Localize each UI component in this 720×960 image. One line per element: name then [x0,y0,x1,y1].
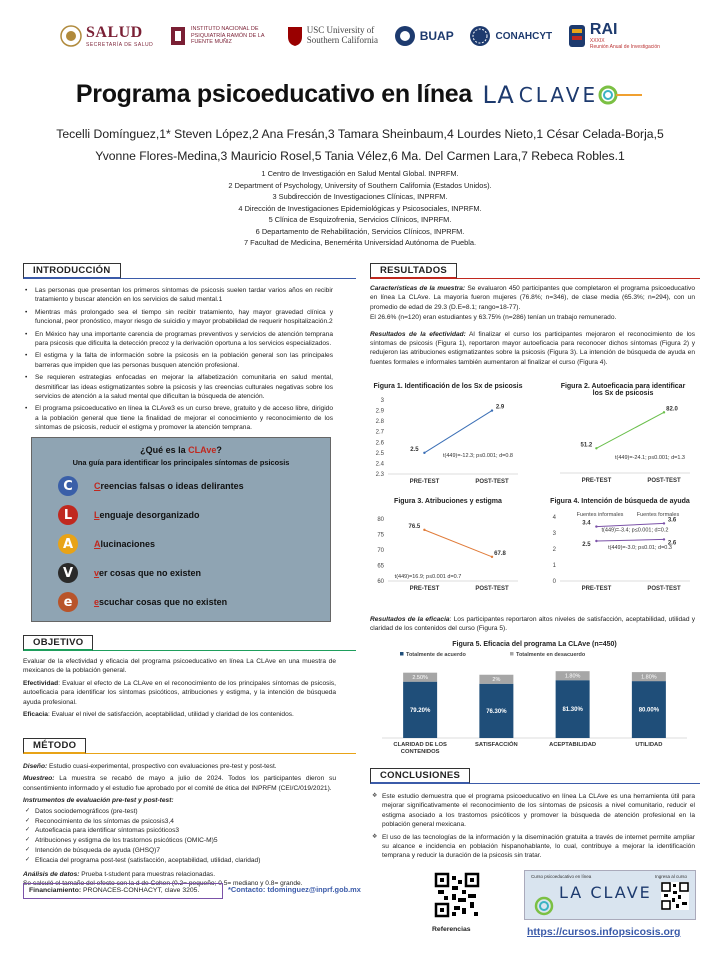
figure-2 [540,383,700,493]
objetivo-eficacia-label: Eficacia [23,711,48,719]
objetivo-rule [93,650,356,652]
figure-3-annotation: t(449)=16.9; p≤0.001 d=0.7 [394,574,462,580]
clave-subtitle: Una guía para identificar los principales síntomas de psicosis [72,458,290,467]
y-tick-label: 2 [552,547,556,553]
promo-word: LA CLAVE [559,883,652,902]
data-label: 2.5 [582,542,591,548]
res-char-label: Características de la muestra: [370,285,466,292]
clave-letter: L [94,510,100,520]
data-point [491,409,493,411]
usc-logo [287,25,378,47]
conclusiones-heading: CONCLUSIONES [370,768,470,784]
rai-logo [568,22,660,50]
bar-label: 2.50% [412,675,428,682]
e-icon: e [58,592,78,612]
usc-name-1: USC University of [306,25,375,36]
figure-3-plot [368,505,528,601]
clave-logo-la: LA [482,80,515,109]
references-label: Referencias [432,926,471,933]
objetivo-header [23,634,356,651]
data-point [663,522,665,524]
data-label: 2.6 [667,540,677,547]
res-eff: Al finalizar el curso los participantes mejoraron el reconocimiento de los síntomas de psicosis (Figura 1), reportaron mayor autoeficacia para reconocer dichos síntomas (Figura 2) y redujeron las atribuciones estigmatizantes sobre la psicosis (Figura 3). La intención de búsqueda de ayuda en fuentes formales e informales también aumentaron al finalizar el curso (Figura 4). [370,330,695,366]
y-tick-label: 2.7 [375,429,384,436]
data-label: 51.2 [580,442,593,449]
y-tick-label: 2.5 [375,450,384,457]
data-point [595,540,597,542]
data-point [663,411,665,413]
figure-4-annotation: t(449)=-3.0; p≤0.01; d=0.3 [608,545,672,551]
clave-swirl-icon [598,83,644,107]
conahcyt-logo [469,25,552,47]
c-icon: C [58,476,78,496]
clave-question-post: ? [216,445,222,455]
legend-swatch [400,652,404,656]
conahcyt-name: CONAHCYT [495,30,553,42]
x-tick-label: POST-TEST [475,479,509,485]
x-tick-label: PRE-TEST [409,479,440,485]
rai-emblem-icon [568,24,586,48]
clave-rest: scuchar cosas que no existen [99,597,228,607]
intro-header [23,262,356,279]
series-line [596,523,664,526]
data-point [491,556,493,558]
promo-title: Curso psicoeducativo en línea [531,874,592,879]
legend-informales: Fuentes informales [576,512,624,518]
clave-question [32,445,330,455]
affiliation: 4 Dirección de Investigaciones Epidemiológicas y Psicosociales, INPRFM. [238,203,482,213]
data-label: 3.6 [667,517,677,524]
series-line [596,412,664,448]
intro-bullet: • Las personas que presentan los primeros síntomas de psicosis suelen tardar varios años en recibir tratamiento y buscar atención en los servicios de salud mental.1 [23,286,333,305]
y-tick-label: 60 [377,579,384,585]
data-point [595,525,597,527]
poster-title: Programa psicoeducativo en línea [75,80,472,108]
buap-logo [394,25,454,47]
clave-rest: enguaje desorganizado [99,510,200,520]
affiliations [100,168,620,249]
mexico-seal-icon [60,25,82,47]
y-tick-label: 70 [377,548,384,554]
instrument-item: ✓ Autoeficacia para identificar síntomas psicóticos3 [23,826,336,835]
salud-sub: SECRETARÍA DE SALUD [86,42,154,48]
conclusiones-rule [470,783,700,785]
figure-5 [372,641,697,756]
figure-3 [368,498,528,608]
rai-num: XXXIX [589,38,605,44]
affiliation: 2 Department of Psychology, University of Southern California (Estados Unidos). [228,180,492,190]
intro-rule [121,278,357,280]
data-point [423,529,425,531]
y-tick-label: 2.6 [375,440,384,447]
clave-logo [482,81,644,109]
objetivo-efectividad: : Evaluar el efecto de La CLAve en el reconocimiento de los principales síntomas de psicosis, autoeficacia para identificar los síntomas psicóticos, atribuciones y estigma, y la intención de búsqueda ayuda profesional. [23,679,336,706]
bar-label: 76.30% [486,708,507,715]
usc-shield-icon [287,25,303,47]
x-tick-label: CONTENIDOS [400,749,440,755]
clave-letter: A [94,539,101,549]
salud-logo [60,24,153,48]
conclusiones-header [370,767,700,784]
conclusiones-text [370,792,695,864]
y-tick-label: 2.4 [375,461,384,468]
inprf-logo [169,25,271,47]
objetivo-p1: Evaluar de la efectividad y eficacia del programa psicoeducativo en línea La CLAve en una muestra de mexicanos de la población general. [23,658,336,675]
bar-label: 1.80% [641,674,657,681]
figure-1-title: Figura 1. Identificación de los Sx de psicosis [373,383,523,390]
x-tick-label: POST-TEST [647,478,681,484]
series-line [596,539,664,541]
metodo-analysis-label: Análisis de datos: [23,870,80,878]
clave-item-e [58,592,227,612]
x-tick-label: POST-TEST [647,586,681,592]
data-label: 2.5 [410,446,419,453]
figure-4-annotation: t(449)=-3.4; p≤0.001; d=0.2 [601,527,669,534]
res-efic: : Los participantes reportaron altos niveles de satisfacción, aceptabilidad, utilidad y claridad de los contenidos del curso (Figura 5). [370,616,695,633]
data-point [595,447,597,449]
metodo-heading: MÉTODO [23,738,86,754]
buap-emblem-icon [394,25,416,47]
references-qr-icon[interactable] [434,872,480,918]
intro-bullet: • En México hay una importante carencia de programas preventivos y servicios de atención temprana para psicosis que dificulta la detección precoz y la derivación oportuna a los servicios especializados. [23,330,333,349]
series-line [424,530,492,557]
metodo-analysis: Prueba t-student para muestras relacionadas. [79,870,216,878]
clave-letter: C [94,481,101,491]
x-tick-label: ACEPTABILIDAD [549,742,597,748]
figure-4-plot [540,505,700,601]
figure-5-plot [372,648,697,755]
figure-5-title: Figura 5. Eficacia del programa La CLAve (n=450) [452,641,617,648]
bar-label: 80.00% [638,707,660,714]
metodo-instr-label: Instrumentos de evaluación pre-test y post-test: [23,797,174,805]
affiliation: 1 Centro de Investigación en Salud Mental Global. INPRFM. [261,169,459,178]
figure-1-annotation: t(449)=-12.3; p≤0.001; d=0.8 [443,453,513,459]
affiliation: 7 Facultad de Medicina, Benemérita Universidad Autónoma de Puebla. [243,238,477,247]
buap-name: BUAP [419,29,454,43]
figure-4-title: Figura 4. Intención de búsqueda de ayuda [550,498,690,505]
course-promo[interactable] [524,870,696,920]
authors [40,123,680,167]
logo-bar [60,14,660,58]
y-tick-label: 1 [552,563,556,569]
objetivo-eficacia: : Evaluar el nivel de satisfacción, aceptabilidad, utilidad y claridad de los contenidos. [47,711,294,719]
objetivo-heading: OBJETIVO [23,635,93,651]
intro-bullet: • El estigma y la falta de información sobre la psicosis en la población general son las principales barreras que impiden que las personas busquen atención profesional. [23,351,333,370]
conahcyt-emblem-icon [469,25,491,47]
clave-item-a [58,534,155,554]
instrument-item: ✓ Reconocimiento de los síntomas de psicosis3,4 [23,817,336,826]
conclusion-item: ❖ Este estudio demuestra que el programa psicoeducativo en línea La CLAve es una herramienta útil para mejorar significativamente el reconocimiento de los síntomas de psicosis a nivel comunitario, reducir el estigma asociado a los trastornos psicóticos y promover la búsqueda de atención profesional en la población general mexicana. [370,792,695,830]
resultados-heading: RESULTADOS [370,263,457,279]
authors-line-2: Yvonne Flores-Medina,3 Mauricio Rosel,5 Tania Vélez,6 Ma. Del Carmen Lara,7 Rebeca Robles.1 [95,149,625,163]
figure-1-plot [368,390,528,486]
y-tick-label: 65 [377,563,384,570]
course-website-link[interactable]: https://cursos.infopsicosis.org [527,926,681,938]
metodo-sample-label: Muestreo: [23,775,55,783]
bar-label: 81.30% [562,707,583,714]
inprf-emblem-icon [169,25,187,47]
data-label: 67.8 [494,550,506,557]
conclusion-item: ❖ El uso de las tecnologías de la información y la diseminación gratuita a través de internet permite ampliar su alcance e incidencia en población hispanohablante, lo cual, contribuye a mejorar la identificación temprana y reducir la duración de la psicosis sin tratar. [370,833,695,861]
intro-bullet: • Se requieren estrategias enfocadas en mejorar la alfabetización comunitaria en salud mental, desmitificar las ideas estigmatizantes sobre la psicosis y las creencias culturales negativas sobre los servicios de atención a la salud mental que dificultan la búsqueda de atención. [23,373,333,401]
x-tick-label: PRE-TEST [409,586,440,592]
legend-swatch [510,652,514,656]
res-efic-label: Resultados de la eficacia [370,616,450,623]
clave-question-pre: ¿Qué es la [140,445,189,455]
data-label: 3.4 [582,520,591,527]
metodo-design: Estudio cuasi-experimental, prospectivo con evaluaciones pre-test y post-test. [47,763,277,770]
resultados-eficacia-text [370,615,695,637]
res-char-2: El 26.6% (n=120) eran estudiantes y 63.75% (n=286) tenían un trabajo remunerado. [370,314,617,322]
y-tick-label: 80 [377,517,384,523]
data-point [423,452,425,454]
v-icon: V [58,563,78,583]
title-row [0,80,720,109]
instrument-item: ✓ Datos sociodemográficos (pre-test) [23,807,336,816]
funding-box [23,883,223,899]
y-tick-label: 0 [552,579,556,585]
y-tick-label: 2.3 [375,472,384,478]
data-label: 2.9 [495,404,505,411]
clave-swirl-small-icon [533,895,555,917]
intro-bullet: • Mientras más prolongado sea el tiempo sin recibir tratamiento, hay mayor gravedad clínica y funcional, peor pronóstico, mayor riesgo de suicidio y mayor probabilidad de requerir hospitalización.2 [23,308,333,327]
clave-rest: reencias falsas o ideas delirantes [100,481,244,491]
inprf-name: INSTITUTO NACIONAL DE PSIQUIATRÍA RAMÓN DE LA FUENTE MUÑIZ [190,26,265,46]
affiliation: 5 Clínica de Esquizofrenia, Servicios Clínicos, INPRFM. [268,215,452,224]
x-tick-label: SATISFACCIÓN [475,742,518,748]
rai-sub: Reunión Anual de Investigación [589,44,660,50]
res-char: Se evaluaron 450 participantes que completaron el programa psicoeducativo en línea La CLAve. La mayoría fueron mujeres (76.8%; n=346), de clase media (65.3%; n=294), con un promedio de edad de 29.3 (D.E=8.1; rango=18-77). [370,285,695,311]
clave-item-l [58,505,200,525]
metodo-text [23,762,336,891]
y-tick-label: 2.8 [375,419,384,426]
authors-line-1: Tecelli Domínguez,1* Steven López,2 Ana Fresán,3 Tamara Sheinbaum,4 Lourdes Nieto,1 César Celada-Borja,5 [56,127,664,141]
funding-label: Financiamiento: [29,887,82,894]
figure-2-annotation: t(449)=-24.1; p≤0.001; d=1.3 [615,455,685,461]
res-eff-label: Resultados de la efectividad: [370,330,466,338]
clave-rest: lucinaciones [100,539,156,549]
rai-name: RAI [589,21,618,38]
bar-label: 79.20% [409,707,431,714]
y-tick-label: 3 [380,398,384,404]
affiliation: 6 Departamento de Rehabilitación, Servicios Clínicos, INPRFM. [255,226,465,236]
x-tick-label: UTILIDAD [635,742,663,748]
figure-4 [540,498,700,608]
data-label: 76.5 [408,523,421,530]
a-icon: A [58,534,78,554]
bar-label: 1.80% [564,673,581,680]
metodo-rule [86,753,356,755]
figure-3-title: Figura 3. Atribuciones y estigma [394,498,502,505]
figure-2-plot [540,397,700,485]
series-line [424,411,492,453]
promo-sub: Ingresa al curso [655,874,688,879]
clave-item-v [58,563,201,583]
metodo-design-label: Diseño: [23,763,48,770]
figure-1 [368,383,528,493]
clave-rest: er cosas que no existen [99,568,202,578]
instrument-item: ✓ Eficacia del programa post-test (satisfacción, aceptabilidad, utilidad, claridad) [23,856,336,865]
clave-item-c [58,476,244,496]
data-label: 82.0 [666,406,678,413]
x-tick-label: CLARIDAD DE LOS [393,742,447,748]
clave-logo-word: CLAVE [518,82,599,107]
data-point [663,538,665,540]
course-qr-icon[interactable] [661,882,689,910]
clave-letter: e [94,597,100,607]
intro-heading: INTRODUCCIÓN [23,263,121,279]
legend-formales: Fuentes formales [636,512,680,518]
resultados-rule [457,278,700,280]
objetivo-efectividad-label: Efectividad [23,679,59,687]
usc-name-2: Southern California [306,35,378,45]
affiliation: 3 Subdirección de Investigaciones Clínicas, INPRFM. [272,192,448,201]
resultados-header [370,262,700,279]
clave-question-word: CLAve [188,445,217,455]
legend-label: Totalmente en desacuerdo [516,652,586,658]
resultados-text [370,284,695,370]
bar-label: 2% [492,677,501,684]
intro-text [23,286,333,436]
clave-letter: v [94,568,100,578]
clave-guide-box [31,437,331,622]
metodo-header [23,737,356,754]
x-tick-label: PRE-TEST [581,586,612,592]
x-tick-label: PRE-TEST [581,478,612,484]
y-tick-label: 75 [377,532,384,539]
funding-text: PRONACES-CONHACYT, clave 3205. [81,887,200,894]
instrument-item: ✓ Intención de búsqueda de ayuda (GHSQ)7 [23,846,336,855]
legend-label: Totalmente de acuerdo [406,652,466,658]
intro-bullet: • El programa psicoeducativo en línea la CLAve3 es un curso breve, gratuito y de acceso libre, dirigido a la población general que tiene la finalidad de mejorar el conocimiento y reconocimiento de los síntomas de psicosis, reducir el estigma y promover la atención temprana. [23,404,333,432]
l-icon: L [58,505,78,525]
instrument-item: ✓ Atribuciones y estigma de los trastornos psicóticos (OMIC-M)5 [23,836,336,845]
y-tick-label: 2.9 [375,408,384,415]
figure-2-title: Figura 2. Autoeficacia para identificar los Sx de psicosis [560,383,686,397]
y-tick-label: 4 [552,515,556,521]
x-tick-label: POST-TEST [475,586,509,592]
contact-email[interactable]: *Contacto: tdominguez@inprf.gob.mx [228,885,361,894]
y-tick-label: 3 [552,531,556,537]
metodo-sample: La muestra se recabó de mayo a julio de 2024. Todos los participantes dieron su consentimiento informado y el estudio fue aprobado por el comité de ética del INPRFM (CEI/C/019/2021). [23,775,336,792]
objetivo-text [23,657,336,722]
metodo-analysis-2: Se calculó el tamaño del efecto con la d de Cohen (0.2= pequeño; 0.5= mediano y 0.8= grande. [23,879,303,887]
salud-name: SALUD [86,24,143,41]
